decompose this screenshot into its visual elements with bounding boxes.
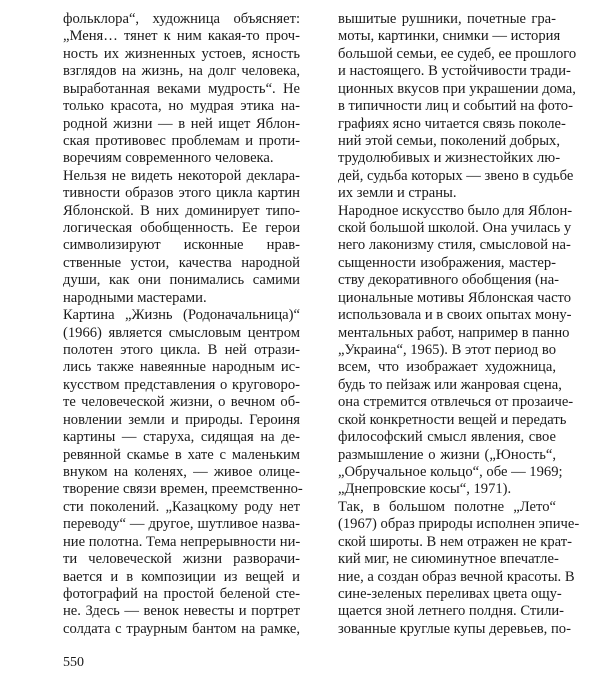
text-line: „Меня… тянет к ним какая-то проч-	[63, 28, 300, 45]
left-column	[63, 11, 303, 637]
text-line: не. Здесь — венок невесты и портрет	[63, 603, 300, 620]
text-line: солдата с траурным бантом на рамке,	[63, 620, 300, 637]
text-line: сине-зеленых переливах цвета ощу-	[338, 585, 562, 602]
text-line: (1966) является смысловым центром	[63, 324, 300, 341]
text-line: зованные круглые купы деревьев, по-	[338, 620, 571, 637]
text-line: Нельзя не видеть некоторой деклара-	[63, 167, 300, 184]
text-line: ность их жизненных устоев, ясность	[63, 45, 300, 62]
text-line: щается зной летнего полдня. Стили-	[338, 603, 565, 620]
text-line: дей, судьба которых — звено в судьбе	[338, 167, 574, 184]
text-line: ционных вкусов при украшении дома,	[338, 80, 576, 97]
text-line: будь то пейзаж или жанровая сцена,	[338, 376, 562, 393]
text-line: она стремится отвлечься от прозаиче-	[338, 394, 574, 411]
text-line: те человеческой жизни, о вечном об-	[63, 394, 300, 411]
text-line: сыщенности изображения, мастер-	[338, 254, 556, 271]
text-line: ская противовес проблемам и проти-	[63, 132, 300, 149]
text-line: души, как они понимались самими	[63, 272, 300, 289]
text-line: полотен этого цикла. В ней отрази-	[63, 342, 300, 359]
text-line: ревянной скамье в хате с маленьким	[63, 446, 300, 463]
right-column	[338, 11, 580, 637]
text-line: переводу“ — другое, шутливое назва-	[63, 516, 300, 533]
text-line: творение связи времен, преемственно-	[63, 481, 303, 498]
text-line: „Обручальное кольцо“, обе — 1969;	[338, 463, 563, 480]
text-line: логическая обобщенность. Ее герои	[63, 220, 300, 237]
text-line: ти человеческой жизни разворачи-	[63, 551, 300, 568]
text-line: ментальных работ, например в панно	[338, 324, 570, 341]
text-line: него лаконизму стиля, смысловой на-	[338, 237, 571, 254]
text-line: ской большой школой. Она училась у	[338, 220, 572, 237]
text-line: всем, что изображает художница,	[338, 359, 556, 376]
text-line: народными мастерами.	[63, 289, 207, 306]
text-line: трудолюбивых и жизнестойких лю-	[338, 150, 561, 167]
text-line: ской конкретности вещей и передать	[338, 411, 567, 428]
text-line: циональные мотивы Яблонская часто	[338, 289, 572, 306]
text-line: ние, а создан образ вечной красоты. В	[338, 568, 575, 585]
text-line: Так, в большом полотне „Лето“	[338, 498, 556, 515]
text-line: в типичности лиц и событий на фото-	[338, 98, 573, 115]
text-line: картины — старуха, сидящая на де-	[63, 429, 300, 446]
text-line: тивности образов этого цикла картин	[63, 185, 300, 202]
text-line: и настоящего. В устойчивости тради-	[338, 63, 571, 80]
text-line: большой семьи, ее судеб, ее прошлого	[338, 45, 577, 62]
text-line: ние полотна. Тема непрерывности ни-	[63, 533, 301, 550]
text-line: (1967) образ природы исполнен эпиче-	[338, 516, 580, 533]
text-line: Яблонской. В них доминирует типо-	[63, 202, 300, 219]
text-line: использовала и в своих опытах мону-	[338, 307, 572, 324]
text-line: „Украина“, 1965). В этот период во	[338, 342, 557, 359]
text-line: сти поколений. „Казацкому роду нет	[63, 498, 300, 515]
text-line: размышление о жизни („Юность“,	[338, 446, 556, 463]
text-line: Народное искусство было для Яблон-	[338, 202, 573, 219]
text-line: новлении земли и природы. Героиня	[63, 411, 300, 428]
text-line: Картина „Жизнь (Родоначальница)“	[63, 307, 300, 324]
text-line: философский смысл явления, свое	[338, 429, 556, 446]
text-line: символизируют исконные нрав-	[63, 237, 300, 254]
text-line: родной жизни — в ней ищет Яблон-	[63, 115, 300, 132]
text-line: кий миг, не сиюминутное впечатле-	[338, 551, 559, 568]
text-line: „Днепровские косы“, 1971).	[338, 481, 512, 498]
text-line: ственные устои, качества народной	[63, 254, 300, 271]
text-line: моты, картинки, снимки — история	[338, 28, 561, 45]
text-line: вается и в композиции из вещей и	[63, 568, 300, 585]
page-number: 550	[63, 655, 84, 670]
text-line: вышитые рушники, почетные гра-	[338, 11, 556, 27]
text-line: только красота, но мудрая этика на-	[63, 98, 300, 115]
text-line: ству декоративного обобщения (на-	[338, 272, 560, 289]
text-line: графиях ясно читается связь поколе-	[338, 115, 566, 132]
text-line: фольклора“, художница объясняет:	[63, 11, 300, 27]
text-line: внуком на коленях, — живое олице-	[63, 463, 300, 480]
text-line: кусством представления о круговоро-	[63, 376, 300, 393]
text-line: ской широты. В нем отражен не крат-	[338, 533, 572, 550]
text-line: выработанная веками мудрость“. Не	[63, 80, 300, 97]
text-line: взглядов на жизнь, на долг человека,	[63, 63, 300, 80]
text-line: воречиям современного человека.	[63, 150, 274, 167]
text-line: лись также навеянные народным ис-	[63, 359, 300, 376]
text-line: ний этой семьи, поколений добрых,	[338, 132, 561, 149]
text-line: их земли и страны.	[338, 185, 457, 202]
text-line: фотографий на простой беленой сте-	[63, 585, 300, 602]
